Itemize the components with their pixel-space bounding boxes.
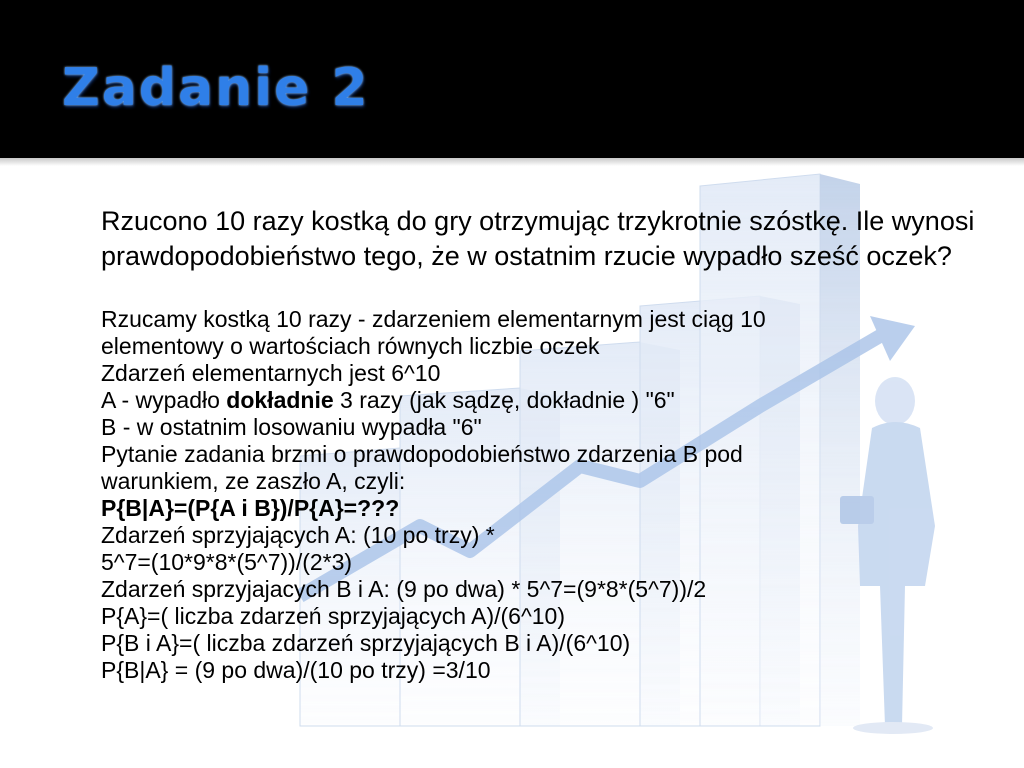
solution-line	[101, 657, 981, 684]
solution-line	[101, 468, 981, 495]
solution-line	[101, 333, 981, 360]
slide-title: Zadanie 2	[62, 58, 370, 118]
text-segment: 5^7=(10*9*8*(5^7))/(2*3)	[101, 549, 353, 575]
task-question: Rzucono 10 razy kostką do gry otrzymując trzykrotnie szóstkę. Ile wynosi prawdopodobieństwo tego, że w ostatnim rzucie wypadło sześć oczek?	[101, 206, 975, 271]
solution-line	[101, 387, 981, 414]
solution-line	[101, 360, 981, 387]
solution-line	[101, 522, 981, 549]
solution-line	[101, 441, 981, 468]
solution-line	[101, 495, 981, 522]
bold-text: P{B|A}=(P{A i B})/P{A}=???	[101, 495, 400, 521]
solution-line	[101, 576, 981, 603]
text-segment: P{A}=( liczba zdarzeń sprzyjających A)/(6^10)	[101, 603, 565, 629]
text-segment: Zdarzeń elementarnych jest 6^10	[101, 360, 441, 386]
text-segment: B - w ostatnim losowaniu wypadła "6"	[101, 414, 482, 440]
text-segment: P{B i A}=( liczba zdarzeń sprzyjających B i A)/(6^10)	[101, 630, 631, 656]
text-segment: Rzucamy kostką 10 razy - zdarzeniem elementarnym jest ciąg 10	[101, 306, 766, 332]
slide-content	[101, 204, 981, 684]
solution-line	[101, 414, 981, 441]
solution-text	[101, 306, 981, 684]
text-segment: Zdarzeń sprzyjajacych B i A: (9 po dwa) * 5^7=(9*8*(5^7))/2	[101, 576, 707, 602]
text-segment: Pytanie zadania brzmi o prawdopodobieństwo zdarzenia B pod	[101, 441, 743, 467]
solution-line	[101, 603, 981, 630]
text-segment: elementowy o wartościach równych liczbie oczek	[101, 333, 600, 359]
text-segment: A - wypadło	[101, 387, 227, 413]
header-divider	[0, 158, 1024, 166]
text-segment: Zdarzeń sprzyjających A: (10 po trzy) *	[101, 522, 495, 548]
solution-line	[101, 306, 981, 333]
text-segment: 3 razy (jak sądzę, dokładnie ) "6"	[333, 387, 675, 413]
text-segment: P{B|A} = (9 po dwa)/(10 po trzy) =3/10	[101, 657, 491, 683]
text-segment: warunkiem, ze zaszło A, czyli:	[101, 468, 406, 494]
solution-line	[101, 549, 981, 576]
bold-text: dokładnie	[226, 387, 334, 413]
solution-line	[101, 630, 981, 657]
